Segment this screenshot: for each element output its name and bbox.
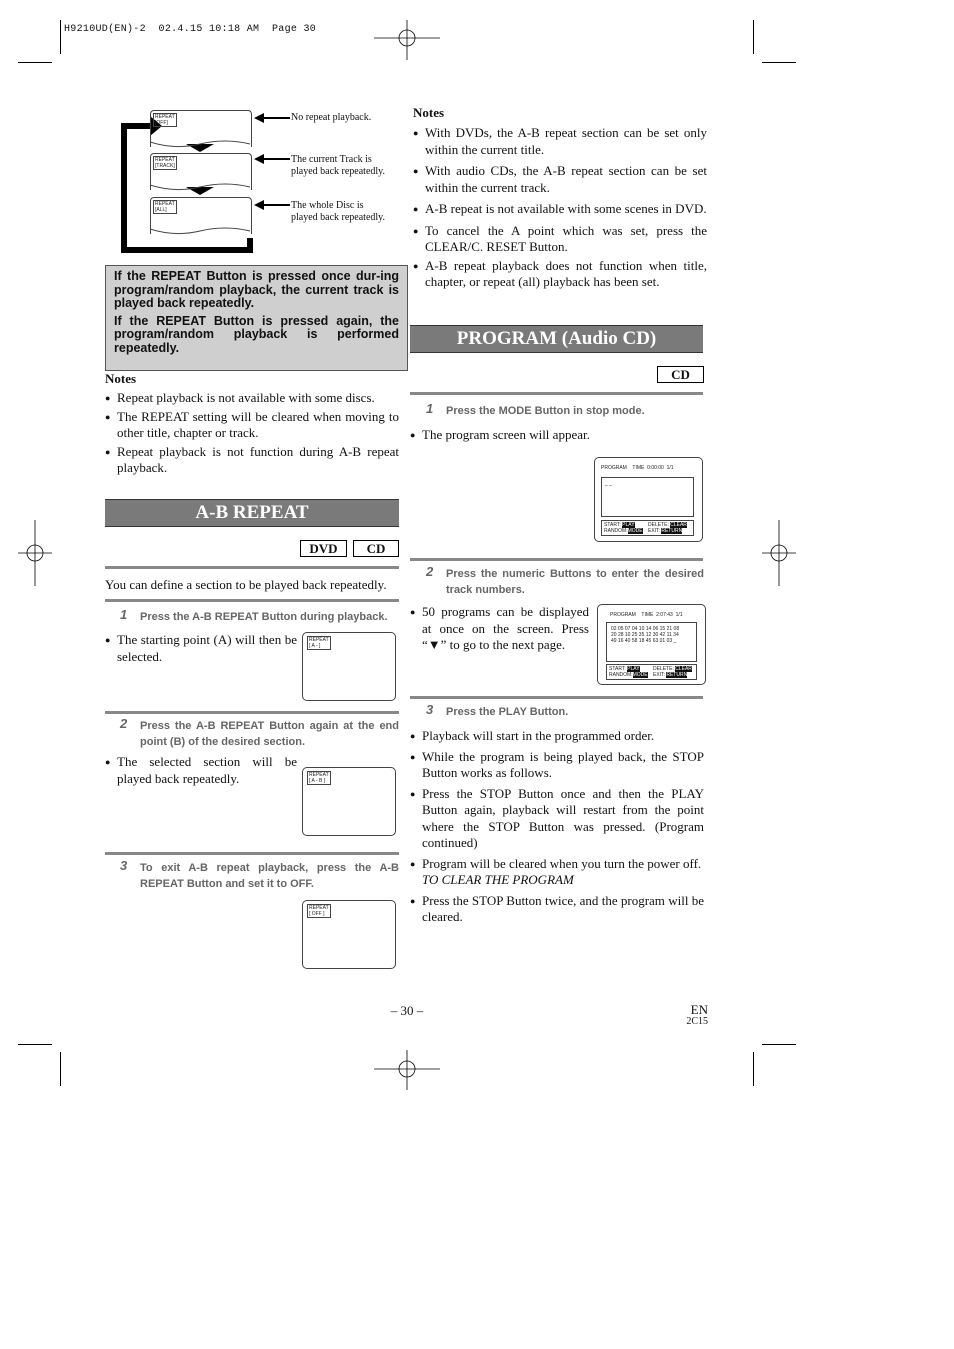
registration-mark-icon xyxy=(374,20,440,60)
list-item: ● The REPEAT setting will be cleared when moving to other title, chapter or track. xyxy=(105,409,399,442)
right-notes xyxy=(413,105,707,293)
document-code: 2C15 xyxy=(686,1016,708,1027)
ab-step-2-bullets xyxy=(105,754,297,789)
registration-mark-icon xyxy=(762,520,796,586)
cd-badge: CD xyxy=(657,366,704,383)
program-step-1-bullets xyxy=(410,427,704,446)
list-item: ● The selected section will be played back repeatedly. xyxy=(105,754,297,787)
notes-list xyxy=(413,125,707,291)
program-step-2-bullets xyxy=(410,604,589,656)
screen-edge xyxy=(150,227,251,239)
step-rule xyxy=(105,852,399,855)
ab-screen-ab: REPEAT [ A - B ] xyxy=(302,767,396,836)
list-item: ● Repeat playback is not available with some discs. xyxy=(105,390,399,407)
list-item: ● A-B repeat playback does not function when title, chapter, or repeat (all) playback has been set. xyxy=(413,258,707,291)
notes-list xyxy=(105,390,399,477)
pointer-arrow-icon xyxy=(254,199,290,211)
repeat-info-para2: If the REPEAT Button is pressed again, the program/random playback is performed repeatedly. xyxy=(114,313,399,355)
step-rule xyxy=(105,711,399,714)
ab-step-2: 2 Press the A-B REPEAT Button again at the end point (B) of the desired section. xyxy=(120,716,399,748)
program-screen-filled: PROGRAM TIME 2:07:43 1/1 02 05 07 04 10 14 06 15 21 08 20 28 10 25 35 12 30 42 11 34 49 16 40 58 18 45 63 01 03 _ START: PLAY RANDOM:MODE DELETE: CLEAR EXIT: RETURN xyxy=(597,604,706,685)
list-item: ● Press the STOP Button twice, and the program will be cleared. xyxy=(410,893,704,926)
crop-mark xyxy=(762,1044,796,1045)
crop-mark xyxy=(60,20,61,54)
language-code: EN xyxy=(690,1002,708,1017)
list-item: ● Playback will start in the programmed order. xyxy=(410,728,704,745)
pointer-arrow-icon xyxy=(254,112,290,124)
step-rule xyxy=(410,696,703,699)
cd-badge: CD xyxy=(353,540,399,557)
program-step-3: 3 Press the PLAY Button. xyxy=(426,702,569,718)
program-screen-empty: PROGRAM TIME 0:00:00 1/1 _ _ START: PLAY RANDOM:MODE DELETE: CLEAR EXIT: RETURN xyxy=(594,457,703,542)
program-step-2: 2 Press the numeric Buttons to enter the desired track numbers. xyxy=(426,564,704,596)
repeat-desc-track: The current Track is played back repeatedly. xyxy=(291,154,386,177)
crop-mark xyxy=(60,1052,61,1086)
list-item: ● With DVDs, the A-B repeat section can be set only within the current title. xyxy=(413,125,707,158)
list-item: ● While the program is being played back, the STOP Button works as follows. xyxy=(410,749,704,782)
crop-mark xyxy=(753,1052,754,1086)
ab-step-3: 3 To exit A-B repeat playback, press the A-B REPEAT Button and set it to OFF. xyxy=(120,858,399,890)
crop-mark xyxy=(18,1044,52,1045)
notes-title: Notes xyxy=(105,371,137,386)
ab-screen-a: REPEAT [ A - ] xyxy=(302,632,396,701)
program-step-1: 1 Press the MODE Button in stop mode. xyxy=(426,401,645,417)
ab-step-1-bullets xyxy=(105,632,297,667)
repeat-desc-all: The whole Disc is played back repeatedly. xyxy=(291,200,386,223)
clear-program-heading: TO CLEAR THE PROGRAM xyxy=(422,872,574,887)
list-item: ● Press the STOP Button once and then the PLAY Button again, playback will restart from the point where the STOP Button was pressed. (Program continued) xyxy=(410,786,704,852)
list-item: ● Repeat playback is not function during A-B repeat playback. xyxy=(105,444,399,477)
program-bullets xyxy=(410,728,704,872)
repeat-screen-off: REPEAT [OFF] xyxy=(150,110,252,147)
print-header: H9210UD(EN)-2 02.4.15 10:18 AM Page 30 xyxy=(64,24,317,35)
pointer-arrow-icon xyxy=(254,153,290,165)
repeat-desc-off: No repeat playback. xyxy=(291,112,372,123)
ab-step-1: 1 Press the A-B REPEAT Button during playback. xyxy=(120,607,388,623)
repeat-screen-all: REPEAT [ALL] xyxy=(150,197,252,234)
repeat-info-para1: If the REPEAT Button is pressed once dur-ing program/random playback, the current track is played back repeatedly. xyxy=(114,269,399,310)
repeat-info-box xyxy=(105,265,408,371)
list-item: ● With audio CDs, the A-B repeat section can be set within the current track. xyxy=(413,163,707,196)
step-rule xyxy=(105,599,399,602)
list-item: ● 50 programs can be displayed at once on the screen. Press “▼” to go to the next page. xyxy=(410,604,589,654)
crop-mark xyxy=(762,62,796,63)
notes-title: Notes xyxy=(413,105,445,120)
left-notes xyxy=(105,371,399,479)
section-rule xyxy=(410,392,703,395)
ab-repeat-intro: You can define a section to be played back repeatedly. xyxy=(105,577,387,592)
program-banner: PROGRAM (Audio CD) xyxy=(410,325,703,353)
registration-mark-icon xyxy=(18,520,52,586)
screen-edge xyxy=(150,183,251,195)
screen-edge xyxy=(150,140,251,152)
crop-mark xyxy=(18,62,52,63)
dvd-badge: DVD xyxy=(300,540,347,557)
list-item: ● Program will be cleared when you turn the power off. xyxy=(410,856,704,873)
list-item: ● A-B repeat is not available with some scenes in DVD. xyxy=(413,201,707,218)
step-rule xyxy=(410,558,703,561)
crop-mark xyxy=(753,20,754,54)
clear-program-bullets xyxy=(410,893,704,926)
page-number: – 30 – xyxy=(390,1003,424,1018)
program-step-3-body xyxy=(410,728,704,928)
repeat-screen-track: REPEAT [TRACK] xyxy=(150,153,252,190)
ab-repeat-banner: A-B REPEAT xyxy=(105,499,399,527)
list-item: ● The starting point (A) will then be selected. xyxy=(105,632,297,665)
section-rule xyxy=(105,566,399,569)
registration-mark-icon xyxy=(374,1050,440,1090)
list-item: ● To cancel the A point which was set, press the CLEAR/C. RESET Button. xyxy=(413,223,707,256)
list-item: ● The program screen will appear. xyxy=(410,427,704,444)
ab-screen-off: REPEAT [ OFF ] xyxy=(302,900,396,969)
